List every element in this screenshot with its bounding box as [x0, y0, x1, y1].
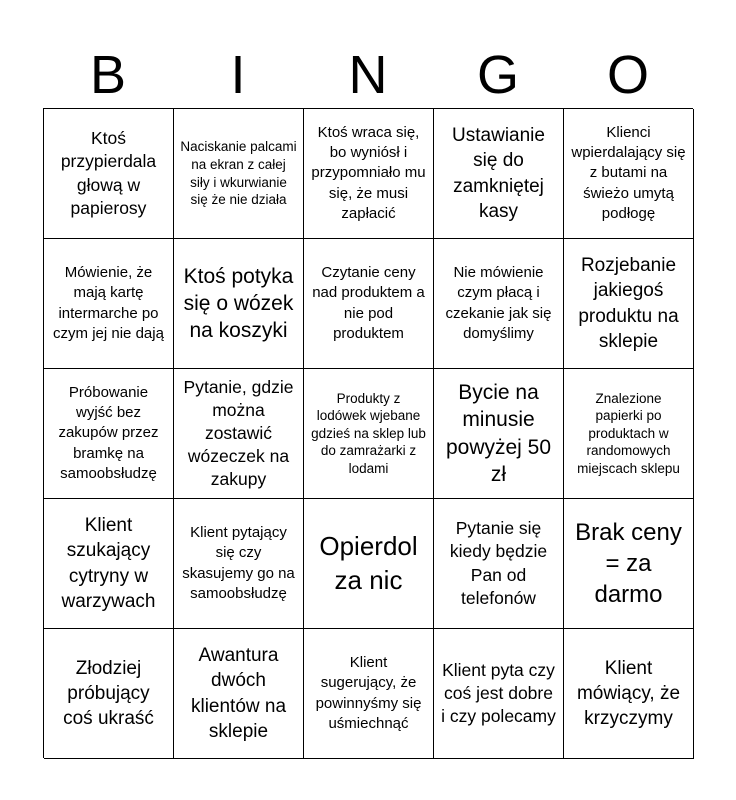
bingo-cell[interactable]: Pytanie, gdzie można zostawić wózeczek na zakupy	[174, 369, 304, 499]
bingo-cell[interactable]: Nie mówienie czym płacą i czekanie jak się domyślimy	[434, 239, 564, 369]
bingo-cell[interactable]: Bycie na minusie powyżej 50 zł	[434, 369, 564, 499]
bingo-cell[interactable]: Naciskanie palcami na ekran z całej siły i wkurwianie się że nie działa	[174, 109, 304, 239]
title-letter-b: B	[89, 45, 127, 105]
bingo-cell[interactable]: Znalezione papierki po produktach w randomowych miejscach sklepu	[564, 369, 694, 499]
bingo-cell[interactable]: Ktoś potyka się o wózek na koszyki	[174, 239, 304, 369]
bingo-cell[interactable]: Mówienie, że mają kartę intermarche po czym jej nie dają	[44, 239, 174, 369]
bingo-cell[interactable]: Produkty z lodówek wjebane gdzieś na sklep lub do zamrażarki z lodami	[304, 369, 434, 499]
bingo-cell[interactable]: Klient mówiący, że krzyczymy	[564, 629, 694, 759]
bingo-cell[interactable]: Ktoś wraca się, bo wyniósł i przypomniało mu się, że musi zapłacić	[304, 109, 434, 239]
bingo-cell[interactable]: Klienci wpierdalający się z butami na świeżo umytą podłogę	[564, 109, 694, 239]
title-letter-o: O	[606, 45, 649, 105]
bingo-cell[interactable]: Klient pyta czy coś jest dobre i czy polecamy	[434, 629, 564, 759]
bingo-cell[interactable]: Klient szukający cytryny w warzywach	[44, 499, 174, 629]
bingo-cell[interactable]: Klient sugerujący, że powinnyśmy się uśmiechnąć	[304, 629, 434, 759]
bingo-title	[43, 40, 693, 110]
bingo-cell[interactable]: Brak ceny = za darmo	[564, 499, 694, 629]
bingo-cell[interactable]: Rozjebanie jakiegoś produktu na sklepie	[564, 239, 694, 369]
bingo-cell[interactable]: Awantura dwóch klientów na sklepie	[174, 629, 304, 759]
bingo-cell[interactable]: Ustawianie się do zamkniętej kasy	[434, 109, 564, 239]
bingo-cell[interactable]: Pytanie się kiedy będzie Pan od telefonów	[434, 499, 564, 629]
bingo-cell[interactable]: Próbowanie wyjść bez zakupów przez bramkę na samoobsłudzę	[44, 369, 174, 499]
title-letter-i: I	[230, 45, 246, 105]
bingo-cell[interactable]: Ktoś przypierdala głową w papierosy	[44, 109, 174, 239]
title-letter-n: N	[348, 45, 388, 105]
bingo-cell[interactable]: Czytanie ceny nad produktem a nie pod produktem	[304, 239, 434, 369]
bingo-cell[interactable]: Klient pytający się czy skasujemy go na samoobsłudzę	[174, 499, 304, 629]
bingo-cell[interactable]: Złodziej próbujący coś ukraść	[44, 629, 174, 759]
bingo-board	[43, 108, 693, 758]
bingo-cell[interactable]: Opierdol za nic	[304, 499, 434, 629]
title-letter-g: G	[476, 45, 519, 105]
